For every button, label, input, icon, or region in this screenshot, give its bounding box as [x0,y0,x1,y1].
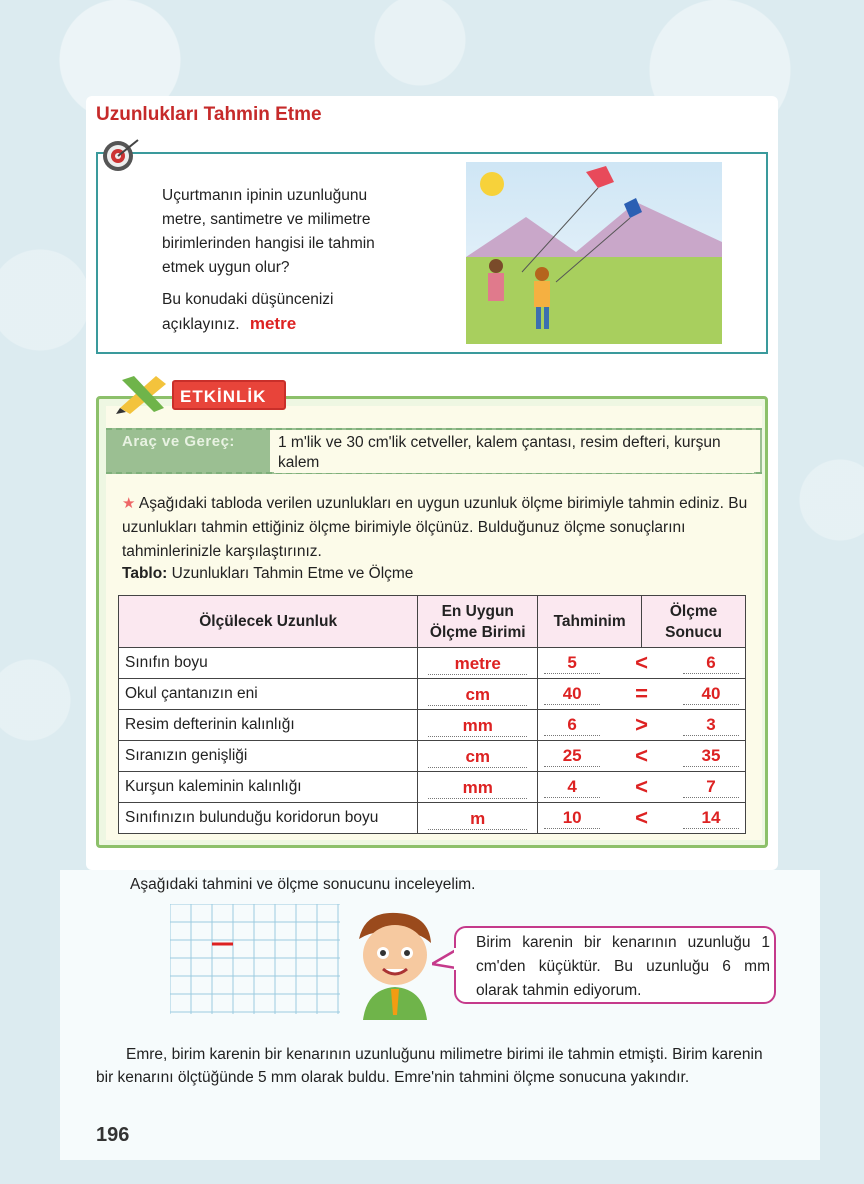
row-result: 6 [683,653,739,674]
row-label: Sınıfınızın bulunduğu koridorun boyu [119,803,418,834]
table-caption [122,565,413,583]
header-estimate: Tahminim [538,596,642,648]
row-label: Okul çantanızın eni [119,679,418,710]
row-symbol: < [635,650,648,675]
row-unit: mm [428,778,527,799]
header-item: Ölçülecek Uzunluk [119,596,418,648]
conclusion-paragraph: Emre, birim karenin bir kenarının uzunluğunu milimetre birimi ile tahmin etmişti. Birim karenin bir kenarını ölçtüğünde 5 mm olarak buldu. Emre'nin tahmini ölçme sonucuna yakındır. [96,1046,763,1086]
row-unit: cm [428,685,527,706]
row-unit-cell [418,679,538,710]
row-unit: m [428,809,527,830]
kite-scene-illustration [466,162,722,344]
row-estimate: 6 [544,715,600,736]
row-result: 3 [683,715,739,736]
table-row [119,803,746,834]
row-compare-cell [538,679,746,710]
row-symbol: < [635,805,648,830]
row-compare-cell [538,648,746,679]
intro-text [162,184,398,345]
intro-question: Uçurtmanın ipinin uzunluğunu metre, santimetre ve milimetre birimlerinden hangisi ile tahmin etmek uygun olur? [162,187,375,276]
examine-text: Aşağıdaki tahmini ve ölçme sonucunu inceleyelim. [130,876,476,893]
header-unit: En Uygun Ölçme Birimi [418,596,538,648]
row-unit: mm [428,716,527,737]
row-unit-cell [418,803,538,834]
unit-square-grid [170,904,340,1014]
section-title: Uzunlukları Tahmin Etme [96,104,322,125]
table-row [119,772,746,803]
row-result: 35 [683,746,739,767]
row-estimate: 5 [544,653,600,674]
row-label: Sıranızın genişliği [119,741,418,772]
intro-prompt [162,288,398,337]
row-compare-cell [538,803,746,834]
row-result: 7 [683,777,739,798]
instruction-text: Aşağıdaki tabloda verilen uzunlukları en uygun uzunluk ölçme birimiyle tahmin ediniz. Bu uzunlukları tahmin ettiğiniz ölçme birimiyle ölçünüz. Bulduğunuz ölçme sonuçlarını tahminlerinizle karşılaştırınız. [122,495,748,560]
intro-answer: metre [249,314,297,333]
speech-bubble-text: Birim karenin bir kenarının uzunluğu 1 cm'den küçüktür. Bu uzunluğu 6 mm olarak tahmin ediyorum. [476,934,770,999]
row-estimate: 10 [544,808,600,829]
star-icon: ★ [122,495,136,512]
table-row [119,648,746,679]
row-compare-cell [538,710,746,741]
boy-avatar [345,905,445,1020]
row-compare-cell [538,772,746,803]
row-label: Kurşun kaleminin kalınlığı [119,772,418,803]
row-unit: cm [428,747,527,768]
row-unit-cell [418,772,538,803]
row-symbol: > [635,712,648,737]
speech-bubble-tail [432,948,460,970]
row-compare-cell [538,741,746,772]
caption-bold: Tablo: [122,565,168,582]
row-symbol: < [635,774,648,799]
row-estimate: 25 [544,746,600,767]
activity-badge: ETKİNLİK [172,380,286,410]
page-number: 196 [96,1124,130,1146]
row-unit-cell [418,710,538,741]
row-unit: metre [428,654,527,675]
row-estimate: 40 [544,684,600,705]
dartboard-icon [100,134,140,174]
activity-instruction [122,492,762,564]
header-result: Ölçme Sonucu [642,596,746,648]
row-label: Sınıfın boyu [119,648,418,679]
measurement-table [118,595,746,834]
row-unit-cell [418,648,538,679]
row-result: 14 [683,808,739,829]
row-result: 40 [683,684,739,705]
row-symbol: < [635,743,648,768]
table-row [119,710,746,741]
tools-label: Araç ve Gereç: [122,433,235,450]
row-unit-cell [418,741,538,772]
row-label: Resim defterinin kalınlığı [119,710,418,741]
tools-text: 1 m'lik ve 30 cm'lik cetveller, kalem çantası, resim defteri, kurşun kalem [274,433,754,473]
table-header-row [119,596,746,648]
table-row [119,741,746,772]
caption-text: Uzunlukları Tahmin Etme ve Ölçme [171,565,414,582]
row-estimate: 4 [544,777,600,798]
row-symbol: = [635,681,648,706]
table-row [119,679,746,710]
intro-prompt-text: Bu konudaki düşüncenizi açıklayınız. [162,291,334,333]
